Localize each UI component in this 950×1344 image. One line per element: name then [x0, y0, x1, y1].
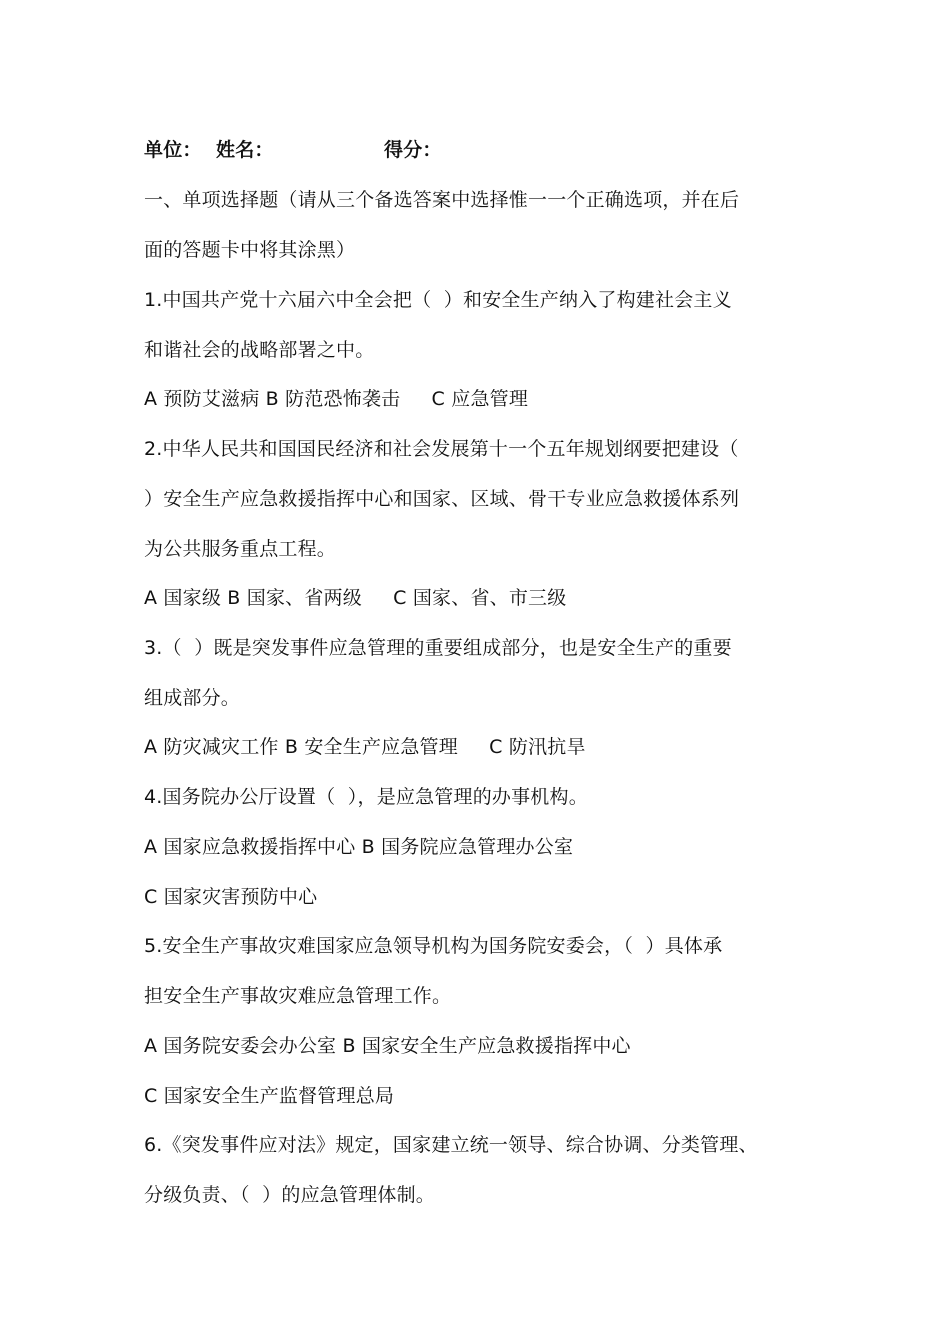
question-2-stem-line-3: 为公共服务重点工程。 — [144, 538, 337, 560]
question-4-options-line-2: C 国家灾害预防中心 — [144, 886, 318, 908]
section-title-line-2: 面的答题卡中将其涂黑） — [144, 239, 356, 261]
question-5-stem-line-1: 5.安全生产事故灾难国家应急领导机构为国务院安委会，（ ）具体承 — [144, 935, 723, 957]
question-5-options-line-1: A 国务院安委会办公室 B 国家安全生产应急救援指挥中心 — [144, 1035, 631, 1057]
question-3-stem-line-1: 3.（ ）既是突发事件应急管理的重要组成部分，也是安全生产的重要 — [144, 637, 732, 659]
question-1-options: A 预防艾滋病 B 防范恐怖袭击 C 应急管理 — [144, 388, 529, 410]
question-4-stem-line-1: 4.国务院办公厅设置（ ），是应急管理的办事机构。 — [144, 786, 588, 808]
question-2-stem-line-1: 2.中华人民共和国国民经济和社会发展第十一个五年规划纲要把建设（ — [144, 438, 739, 460]
question-1-stem-line-1: 1.中国共产党十六届六中全会把（ ）和安全生产纳入了构建社会主义 — [144, 289, 732, 311]
question-2-stem-line-2: ）安全生产应急救援指挥中心和国家、区域、骨干专业应急救援体系列 — [144, 488, 740, 510]
header-row — [144, 137, 844, 163]
question-2-options: A 国家级 B 国家、省两级 C 国家、省、市三级 — [144, 587, 567, 609]
score-label: 得分： — [384, 139, 442, 161]
question-3-stem-line-2: 组成部分。 — [144, 687, 241, 709]
unit-label: 单位： — [144, 139, 202, 161]
question-5-options-line-2: C 国家安全生产监督管理总局 — [144, 1085, 395, 1107]
section-title-line-1: 一、单项选择题（请从三个备选答案中选择惟一一个正确选项，并在后 — [144, 189, 740, 211]
name-label: 姓名： — [216, 139, 274, 161]
question-6-stem-line-1: 6.《突发事件应对法》规定，国家建立统一领导、综合协调、分类管理、 — [144, 1134, 758, 1156]
question-1-stem-line-2: 和谐社会的战略部署之中。 — [144, 339, 375, 361]
question-4-options-line-1: A 国家应急救援指挥中心 B 国务院应急管理办公室 — [144, 836, 574, 858]
question-3-options: A 防灾减灾工作 B 安全生产应急管理 C 防汛抗旱 — [144, 736, 586, 758]
question-6-stem-line-2: 分级负责、（ ）的应急管理体制。 — [144, 1184, 435, 1206]
question-5-stem-line-2: 担安全生产事故灾难应急管理工作。 — [144, 985, 452, 1007]
